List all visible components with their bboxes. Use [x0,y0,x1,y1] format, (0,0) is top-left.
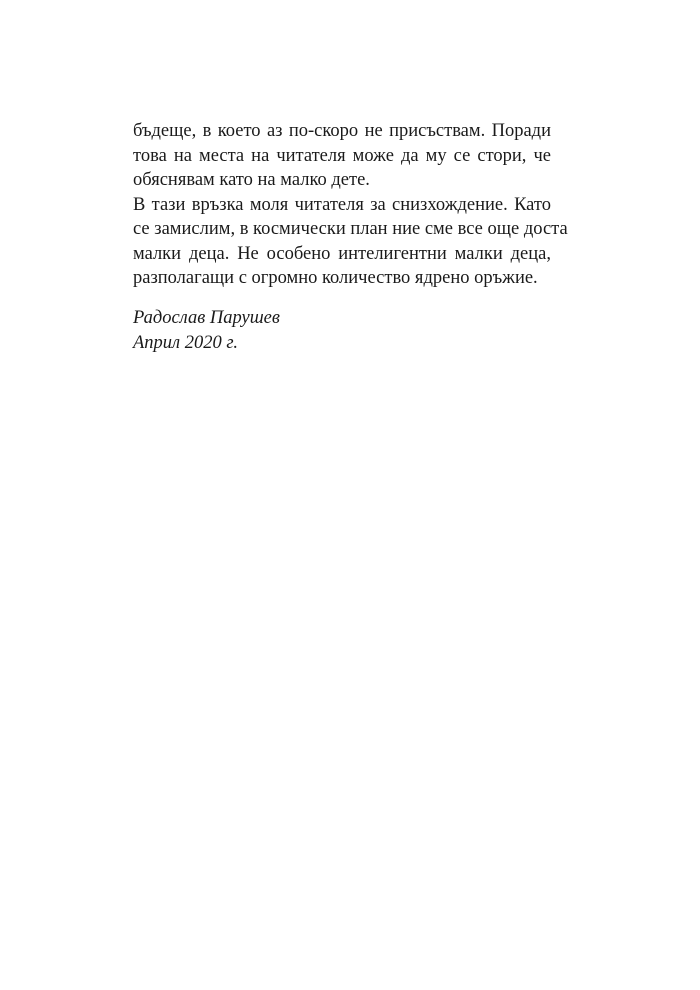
signature-block [133,306,280,355]
author-name: Радослав Парушев [133,308,280,328]
paragraph-line: това на места на читателя може да му се стори, че [133,145,551,166]
paragraph-line: се замислим, в космически план ние сме все още доста [133,219,568,239]
paragraph-1 [133,119,551,193]
paragraph-line: малки деца. Не особено интелигентни малки деца, [133,243,551,264]
paragraph-line: обяснявам като на малко дете. [133,170,370,190]
paragraph-line: бъдеще, в което аз по-скоро не присъствам. Поради [133,121,551,141]
paragraph-line: разполагащи с огромно количество ядрено оръжие. [133,268,538,288]
body-text [133,119,568,291]
signature-date: Април 2020 г. [133,332,238,353]
paragraph-line: В тази връзка моля читателя за снизхождение. Като [133,194,551,215]
paragraph-2 [133,193,568,291]
